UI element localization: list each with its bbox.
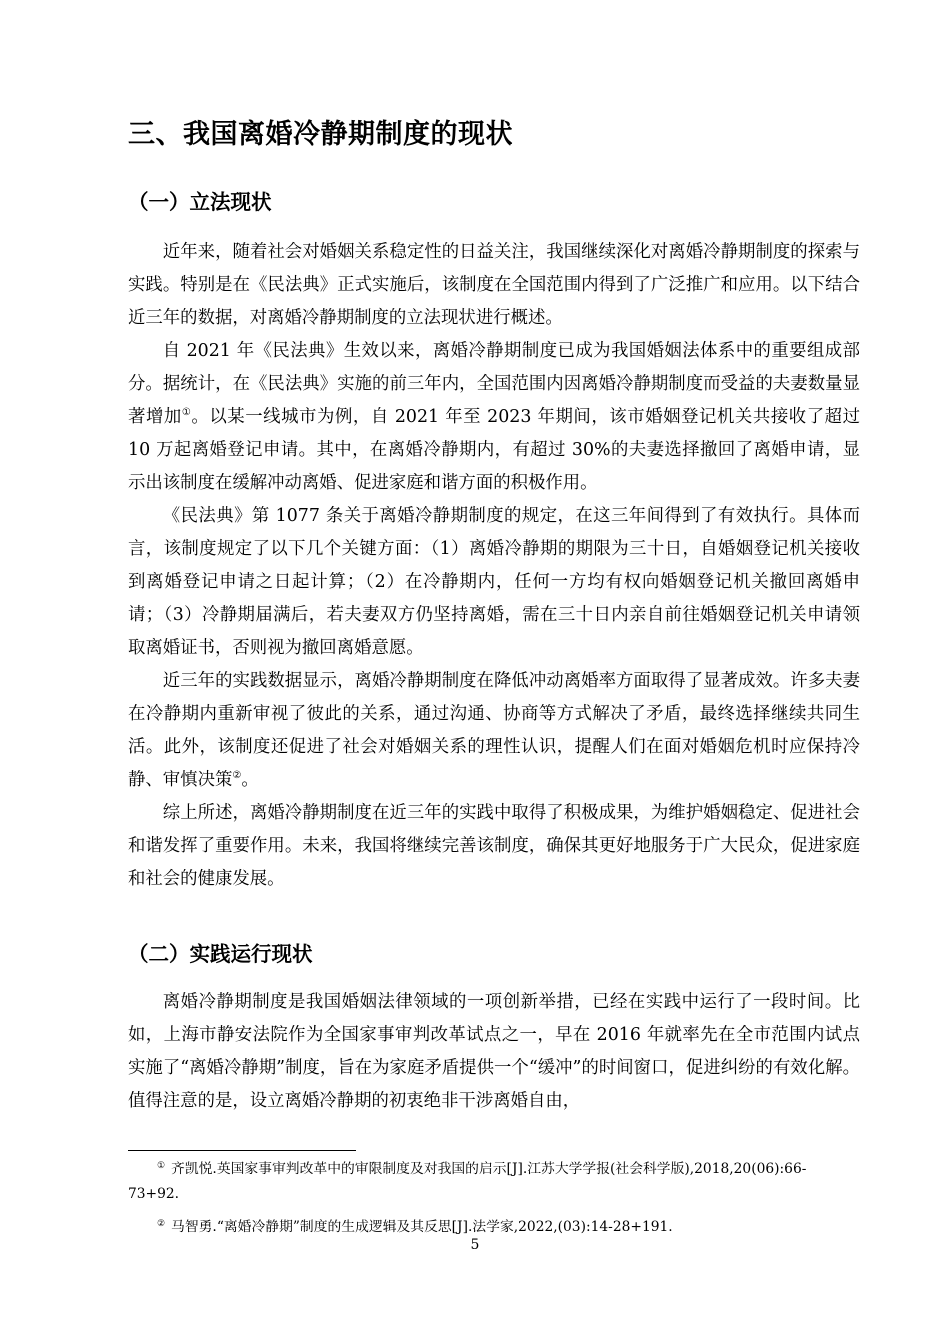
footnote-ref-2[interactable]: ② [232,770,242,781]
practice-body [128,986,860,1118]
footnote-ref-1[interactable]: ① [181,407,192,418]
paragraph: 离婚冷静期制度是我国婚姻法律领域的一项创新举措，已经在实践中运行了一段时间。比如，上海市静安法院作为全国家事审判改革试点之一，早在 2016 年就率先在全市范围内试点实施了“离婚冷静期”制度，旨在为家庭矛盾提供一个“缓冲”的时间窗口，促进纠纷的有效化解。值得注意的是，设立离婚冷静期的初衷绝非干涉离婚自由， [128,992,860,1111]
footnotes [128,1157,828,1248]
footnote-mark: ① [156,1161,166,1171]
paragraph: 近年来，随着社会对婚姻关系稳定性的日益关注，我国继续深化对离婚冷静期制度的探索与实践。特别是在《民法典》正式实施后，该制度在全国范围内得到了广泛推广和应用。以下结合近三年的数据，对离婚冷静期制度的立法现状进行概述。 [128,242,860,328]
paragraph [128,335,860,500]
paragraph: 《民法典》第 1077 条关于离婚冷静期制度的规定，在这三年间得到了有效执行。具体而言，该制度规定了以下几个关键方面：（1）离婚冷静期的期限为三十日，自婚姻登记机关接收到离婚登记申请之日起计算；（2）在冷静期内，任何一方均有权向婚姻登记机关撤回离婚申请；（3）冷静期届满后，若夫妻双方仍坚持离婚，需在三十日内亲自前往婚姻登记机关申请领取离婚证书，否则视为撤回离婚意愿。 [128,506,860,658]
footnote-mark: ② [156,1219,166,1229]
page-number: 5 [470,1237,480,1253]
section-title: 三、我国离婚冷静期制度的现状 [128,119,513,150]
paragraph-text: 。以某一线城市为例，自 2021 年至 2023 年期间，该市婚姻登记机关共接收了超过 10 万起离婚登记申请。其中，在离婚冷静期内，有超过 30%的夫妻选择撤回了离婚申请，显示出该制度在缓解冲动离婚、促进家庭和谐方面的积极作用。 [128,407,860,493]
footnote-text: 马智勇.“离婚冷静期”制度的生成逻辑及其反思[J].法学家,2022,(03):14-28+191. [171,1219,673,1235]
paragraph-text: 自 2021 年《民法典》生效以来，离婚冷静期制度已成为我国婚姻法体系中的重要组成部分。据统计，在《民法典》实施的前三年内，全国范围内因离婚冷静期制度而受益的夫妻数量显著增加 [128,341,860,427]
paragraph: 综上所述，离婚冷静期制度在近三年的实践中取得了积极成果，为维护婚姻稳定、促进社会和谐发挥了重要作用。未来，我国将继续完善该制度，确保其更好地服务于广大民众，促进家庭和社会的健康发展。 [128,803,860,889]
subsection-heading-legislation: （一）立法现状 [128,190,272,214]
footnote-1 [128,1157,828,1207]
paragraph-text: 。 [241,770,259,790]
footnote-separator [128,1150,356,1151]
paragraph [128,665,860,797]
subsection-heading-practice: （二）实践运行现状 [128,942,313,966]
paragraph-text: 近三年的实践数据显示，离婚冷静期制度在降低冲动离婚率方面取得了显著成效。许多夫妻在冷静期内重新审视了彼此的关系，通过沟通、协商等方式解决了矛盾，最终选择继续共同生活。此外，该制度还促进了社会对婚姻关系的理性认识，提醒人们在面对婚姻危机时应保持冷静、审慎决策 [128,671,860,790]
footnote-text: 齐凯悦.英国家事审判改革中的审限制度及对我国的启示[J].江苏大学学报(社会科学版),2018,20(06):66-73+92. [128,1161,807,1202]
legislation-body [128,236,860,896]
